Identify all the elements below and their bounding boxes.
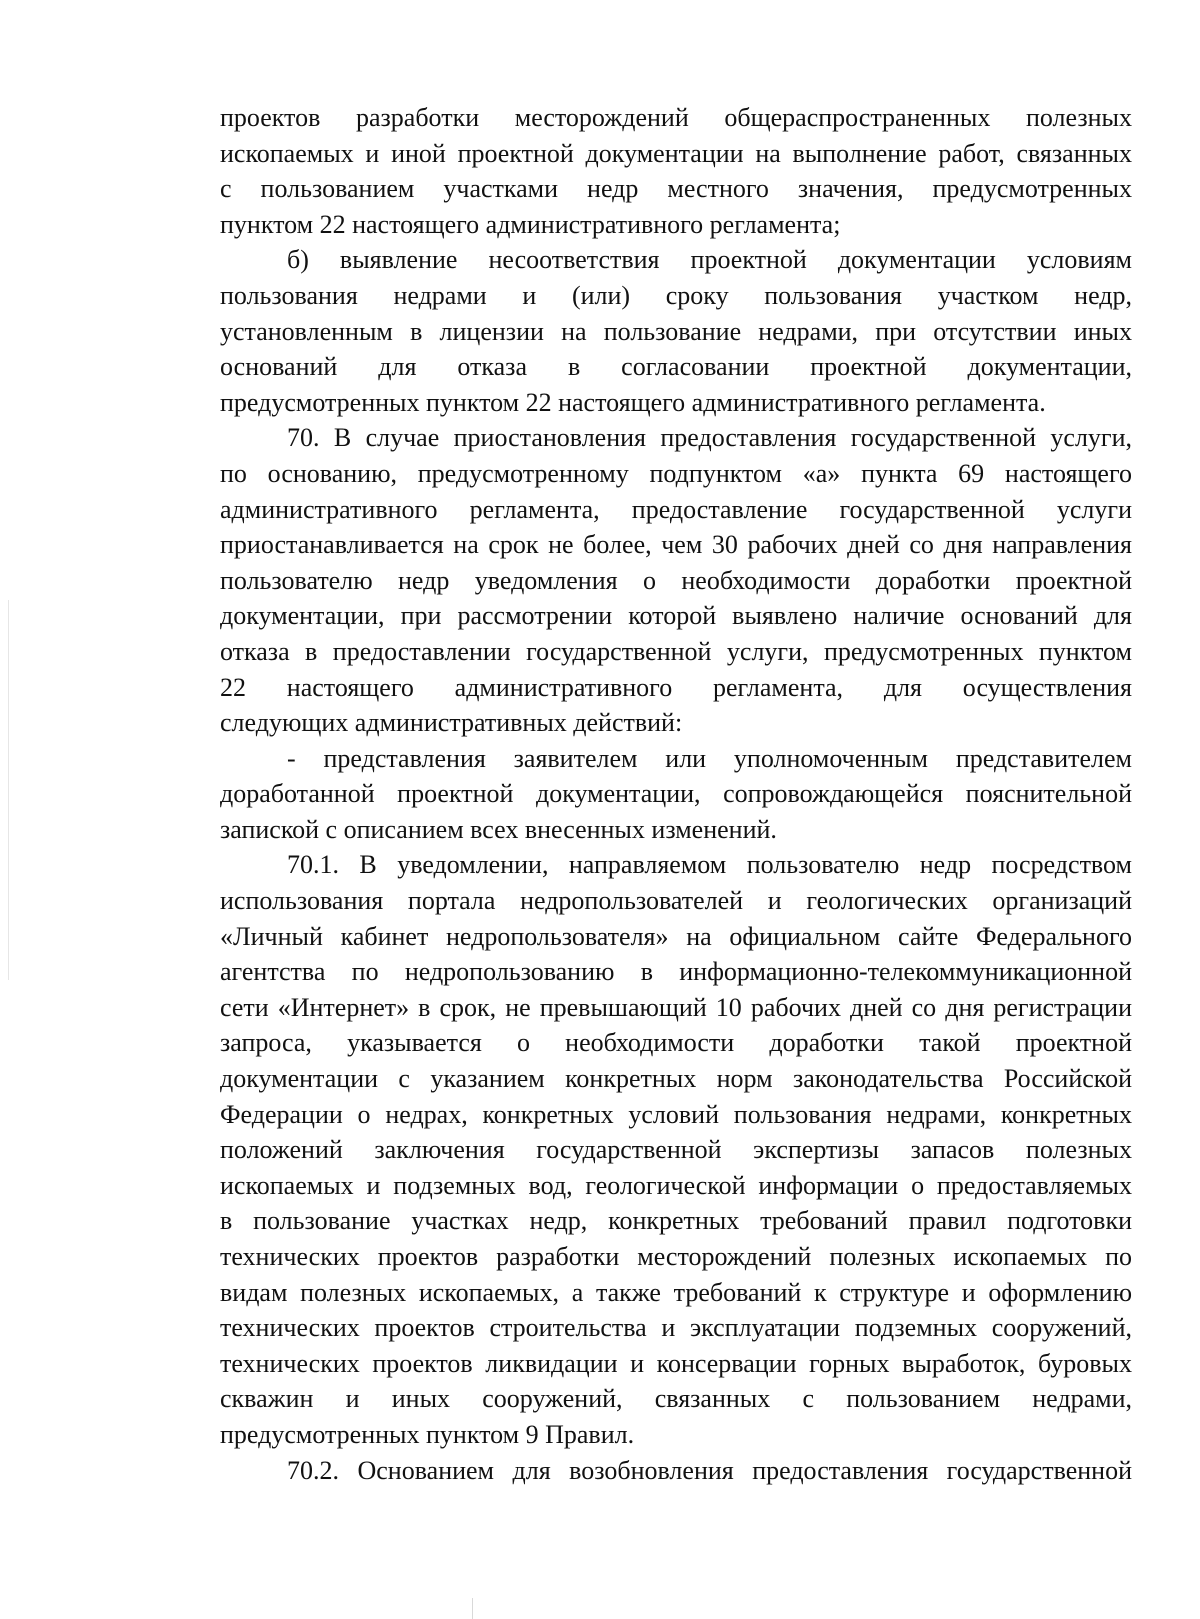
text-line: пользования недрами и (или) сроку пользования участком недр,: [220, 280, 1132, 310]
text-line: документации, при рассмотрении которой выявлено наличие оснований для: [220, 601, 1132, 631]
paragraph-70-1: [220, 847, 1132, 1452]
text-line: 70.1. В уведомлении, направляемом пользователю недр посредством: [287, 850, 1132, 880]
text-line: проектов разработки месторождений общераспространенных полезных: [220, 103, 1132, 132]
text-line: административного регламента, предоставление государственной услуги: [220, 494, 1132, 524]
text-line: технических проектов строительства и эксплуатации подземных сооружений,: [220, 1313, 1132, 1343]
text-line: ископаемых и подземных вод, геологической информации о предоставляемых: [220, 1170, 1132, 1200]
text-line: доработанной проектной документации, сопровождающейся пояснительной: [220, 779, 1132, 809]
paragraph-70-2: [220, 1453, 1132, 1489]
text-line: с пользованием участками недр местного значения, предусмотренных: [220, 174, 1132, 204]
document-body: [220, 100, 1132, 1488]
scan-margin-shadow: [8, 600, 9, 980]
text-line: предусмотренных пунктом 22 настоящего административного регламента.: [220, 387, 1046, 417]
text-line: положений заключения государственной экспертизы запасов полезных: [220, 1135, 1132, 1165]
text-line: - представления заявителем или уполномоченным представителем: [287, 743, 1132, 773]
text-line: технических проектов ликвидации и консервации горных выработок, буровых: [220, 1348, 1132, 1378]
text-line: агентства по недропользованию в информационно-телекоммуникационной: [220, 957, 1132, 987]
text-line: следующих административных действий:: [220, 708, 683, 738]
text-line: сети «Интернет» в срок, не превышающий 10 рабочих дней со дня регистрации: [220, 992, 1132, 1022]
text-line: использования портала недропользователей и геологических организаций: [220, 886, 1132, 916]
text-line: запроса, указывается о необходимости доработки такой проектной: [220, 1028, 1132, 1058]
text-line: пунктом 22 настоящего административного регламента;: [220, 209, 841, 239]
text-line: «Личный кабинет недропользователя» на официальном сайте Федерального: [220, 921, 1132, 951]
text-line: по основанию, предусмотренному подпунктом «а» пункта 69 настоящего: [220, 458, 1132, 488]
text-line: приостанавливается на срок не более, чем 30 рабочих дней со дня направления: [220, 530, 1132, 560]
text-line: ископаемых и иной проектной документации на выполнение работ, связанных: [220, 138, 1132, 168]
scan-artifact-mark: [472, 1598, 473, 1619]
text-line: скважин и иных сооружений, связанных с пользованием недрами,: [220, 1384, 1132, 1414]
text-line: 70.2. Основанием для возобновления предоставления государственной: [287, 1455, 1132, 1485]
text-line: предусмотренных пунктом 9 Правил.: [220, 1419, 635, 1449]
text-line: б) выявление несоответствия проектной документации условиям: [287, 245, 1132, 275]
paragraph-subitem-b: [220, 242, 1132, 420]
text-line: установленным в лицензии на пользование недрами, при отсутствии иных: [220, 316, 1132, 346]
paragraph-70: [220, 420, 1132, 740]
text-line: документации с указанием конкретных норм законодательства Российской: [220, 1064, 1132, 1094]
text-line: отказа в предоставлении государственной услуги, предусмотренных пунктом: [220, 636, 1132, 666]
text-line: пользователю недр уведомления о необходимости доработки проектной: [220, 565, 1132, 595]
text-line: запиской с описанием всех внесенных изменений.: [220, 814, 777, 844]
text-line: Федерации о недрах, конкретных условий пользования недрами, конкретных: [220, 1099, 1132, 1129]
paragraph-dash-item: [220, 741, 1132, 848]
text-line: 22 настоящего административного регламента, для осуществления: [220, 672, 1132, 702]
text-line: технических проектов разработки месторождений полезных ископаемых по: [220, 1242, 1132, 1271]
text-line: оснований для отказа в согласовании проектной документации,: [220, 352, 1132, 382]
text-line: 70. В случае приостановления предоставления государственной услуги,: [287, 423, 1132, 453]
text-line: видам полезных ископаемых, а также требований к структуре и оформлению: [220, 1277, 1132, 1307]
paragraph-continuation: [220, 100, 1132, 242]
text-line: в пользование участках недр, конкретных требований правил подготовки: [220, 1206, 1132, 1236]
